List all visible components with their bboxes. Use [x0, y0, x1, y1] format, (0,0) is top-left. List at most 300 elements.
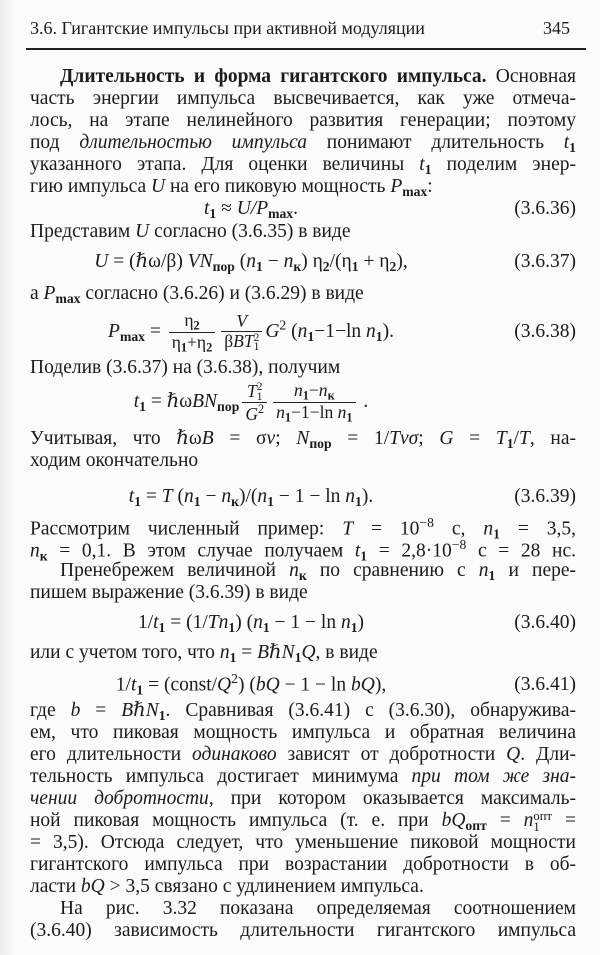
math-symbol: P	[43, 283, 56, 304]
subscript: 1	[180, 340, 188, 355]
text: понимают длительность	[307, 132, 564, 153]
text: часть энергии импульса высвечивается, как уже отмеча-	[30, 88, 576, 109]
equation	[30, 251, 576, 274]
text: −1−ln	[314, 320, 366, 342]
text-line	[30, 582, 576, 604]
math-symbol: bQ	[441, 810, 466, 831]
math-symbol: N	[296, 428, 310, 449]
subscript: 1	[158, 708, 166, 724]
text-line-content	[30, 110, 576, 132]
text: = 0,1. В этом случае получаем	[47, 540, 355, 562]
text-line	[30, 560, 576, 583]
math-symbol: BℏN	[257, 642, 295, 663]
fraction-denominator	[273, 403, 355, 424]
text: =	[80, 700, 122, 721]
text-line-content	[30, 88, 576, 110]
text-line	[30, 744, 576, 766]
fraction	[169, 311, 216, 354]
text: −	[262, 251, 284, 272]
subscript: 1	[136, 682, 144, 698]
text-line-content	[60, 898, 576, 920]
math-symbol: bQ	[350, 674, 375, 696]
running-header-title: 3.6. Гигантские импульсы при активной модуляции	[30, 18, 425, 38]
math-symbol: t	[153, 612, 159, 633]
equation-number: (3.6.41)	[514, 673, 576, 695]
text: 1/	[137, 612, 154, 633]
text: =	[552, 810, 576, 831]
text-line-content	[30, 357, 340, 379]
text: лось, на этапе нелинейного развития генерации; поэтому	[30, 110, 576, 131]
text: и пере-	[495, 560, 576, 581]
text-line	[30, 154, 576, 177]
text: > 3,5 связано с удлинением импульса.	[104, 876, 424, 897]
text-line-content	[30, 744, 576, 766]
math-symbol: n	[366, 320, 376, 342]
italic-text: при том же зна-	[411, 766, 576, 787]
math-symbol: T	[518, 428, 530, 449]
text: 1/	[115, 674, 131, 696]
math-symbol: n	[318, 380, 328, 400]
fraction-denominator	[169, 333, 216, 354]
math-symbol: n	[294, 380, 303, 400]
fraction-numerator	[273, 381, 355, 403]
subscript: 1	[256, 390, 263, 403]
equation	[30, 198, 576, 221]
math-symbol: n	[523, 810, 534, 831]
subscript: 2	[322, 259, 330, 275]
equation-body	[204, 198, 298, 221]
text-line	[30, 810, 576, 833]
subscript: 1	[346, 410, 353, 425]
text: ходим окончательно	[30, 450, 199, 471]
text: по сравнению с	[306, 560, 479, 581]
text-line	[30, 176, 576, 199]
text: =	[486, 810, 524, 831]
equation-body	[94, 251, 407, 274]
text: ) (	[235, 612, 254, 633]
subscript: 1	[493, 526, 500, 542]
text: = 10	[353, 518, 420, 540]
text: ≈	[216, 198, 237, 219]
equation-body	[138, 612, 364, 635]
text: Учитывая, что ℏω	[30, 428, 202, 449]
text-line-content	[30, 766, 576, 788]
subscript: 1	[351, 259, 359, 275]
math-symbol: n	[184, 486, 194, 507]
fraction	[242, 382, 267, 424]
text-line	[30, 854, 576, 876]
subscript: 1	[569, 140, 576, 156]
math-symbol: BℏN	[121, 700, 159, 721]
bold-text: Длительность и форма гигантского импульса.	[60, 66, 487, 87]
subscript: 1	[350, 620, 358, 636]
math-symbol: T	[342, 518, 354, 540]
text-line-content	[30, 788, 576, 810]
equation-area	[30, 251, 492, 274]
text: − 1 − ln	[273, 486, 346, 507]
equation-body	[108, 311, 394, 354]
text: . Дли-	[520, 744, 577, 765]
text: /(η	[329, 251, 352, 272]
text-line-content	[30, 450, 198, 472]
text: Представим	[30, 221, 136, 242]
page-number: 345	[543, 18, 570, 38]
text: поделим энер-	[431, 154, 576, 175]
math-symbol: n	[340, 612, 351, 633]
text: .	[358, 390, 369, 412]
text: Пренебрежем величиной	[60, 560, 290, 581]
equation-area	[30, 486, 492, 509]
math-symbol: n	[345, 486, 355, 507]
italic-text: длительностью импульса	[79, 132, 308, 153]
subscript: к	[327, 388, 335, 403]
text-line-content	[30, 283, 364, 306]
subscript: 1	[488, 568, 496, 584]
subscript: пор	[309, 436, 332, 452]
text: = 1/	[331, 428, 390, 449]
equation	[30, 381, 576, 424]
text-line	[30, 357, 576, 379]
text: = 3,5,	[499, 518, 577, 540]
text-line	[30, 876, 576, 898]
subscript: опт	[465, 818, 487, 834]
math-symbol: n	[276, 401, 285, 422]
text: η	[171, 331, 181, 352]
text: ;	[418, 428, 440, 449]
equation	[30, 612, 576, 635]
text-line	[30, 450, 576, 472]
text-line-content	[30, 722, 576, 744]
text-line-content	[30, 810, 576, 833]
subscript: 2	[389, 259, 397, 275]
text: :	[427, 176, 433, 197]
text-line-content	[30, 700, 576, 723]
subscript: 1	[424, 162, 432, 178]
equation-area	[30, 381, 492, 424]
text: (3.6.40) зависимость длительности гигантского импульса	[30, 920, 576, 941]
equation-area	[30, 311, 492, 354]
equation-number: (3.6.37)	[514, 251, 576, 273]
fraction-numerator	[221, 312, 262, 332]
text: зависят от добротности	[276, 744, 507, 765]
italic-text: одинаково	[191, 744, 277, 765]
text: с,	[433, 518, 484, 540]
text-line	[30, 766, 576, 788]
text-line-content	[60, 66, 576, 88]
subscript: 1	[229, 650, 237, 666]
subscript: 1	[360, 548, 368, 564]
text-line	[30, 66, 576, 88]
text-line	[30, 221, 576, 243]
text: указанного этапа. Для оценки величины	[30, 154, 420, 175]
subscript: 1	[228, 620, 236, 636]
subscript: 1	[139, 399, 146, 415]
subscript: пор	[212, 259, 235, 275]
text-line	[30, 898, 576, 920]
math-symbol: U	[151, 176, 166, 197]
text-line-content	[30, 428, 576, 451]
fraction	[273, 381, 355, 424]
text: )	[357, 612, 365, 633]
text: −	[308, 380, 319, 400]
equation	[30, 311, 576, 354]
text-line-content	[30, 920, 576, 942]
math-symbol: VN	[187, 251, 213, 272]
equation-body	[134, 381, 369, 424]
equation-number: (3.6.40)	[514, 612, 576, 634]
superscript-subscript	[254, 334, 260, 352]
text: +η	[187, 331, 207, 352]
text-line-content	[30, 854, 576, 876]
text: − 1 − ln	[279, 674, 351, 696]
text: = ℏω	[145, 390, 193, 412]
math-symbol: G	[245, 403, 258, 424]
math-symbol: P	[108, 320, 120, 342]
text-line	[30, 88, 576, 110]
math-symbol: BN	[192, 390, 218, 412]
subscript: 1	[256, 259, 263, 275]
text: −1−ln	[291, 401, 338, 422]
math-symbol: n	[221, 486, 232, 507]
text: )/(	[238, 486, 258, 507]
text: с = 28 нс.	[466, 540, 576, 562]
math-symbol: t	[128, 486, 135, 507]
math-symbol: n	[283, 251, 294, 272]
math-symbol: T	[161, 486, 173, 507]
text: ).	[382, 320, 394, 342]
text-line-content	[30, 832, 576, 854]
text-line-content	[30, 582, 308, 604]
equation	[30, 672, 576, 697]
superscript-subscript	[257, 383, 263, 401]
text: , в виде	[315, 642, 378, 663]
math-symbol: U	[135, 221, 150, 242]
subscript: 1	[375, 329, 383, 345]
text: η	[184, 310, 194, 330]
math-symbol: n	[289, 560, 299, 581]
text: тельность импульса достигает минимума	[30, 766, 412, 787]
math-symbol: bQ	[80, 876, 105, 897]
text-line	[30, 832, 576, 854]
math-symbol: n	[219, 642, 230, 663]
text: =	[236, 642, 258, 663]
text: (	[286, 320, 298, 342]
math-symbol: n	[257, 486, 268, 507]
subscript: 2	[206, 340, 213, 355]
subscript: max	[268, 206, 294, 222]
text: ),	[374, 674, 387, 696]
text: . Сравнивая (3.6.41) с (3.6.30), обнаружива-	[165, 700, 576, 721]
text: = (1/	[165, 612, 208, 633]
subscript: 1	[134, 494, 142, 510]
superscript: 2	[258, 401, 265, 416]
text: + η	[358, 251, 390, 272]
text: , на-	[529, 428, 576, 449]
text: ).	[361, 486, 374, 507]
subscript: 1	[253, 341, 260, 354]
text: (	[172, 486, 185, 507]
math-symbol: G	[439, 428, 454, 449]
text-line	[30, 642, 576, 665]
text: на его пиковую мощность	[165, 176, 391, 197]
math-symbol: U/P	[236, 198, 269, 219]
equation-body	[129, 486, 373, 509]
math-symbol: n	[478, 560, 489, 581]
equation-area	[30, 612, 492, 635]
text: β	[224, 331, 234, 352]
header-rule	[26, 48, 586, 50]
subscript: 1	[506, 436, 514, 452]
math-symbol: Q	[217, 674, 232, 696]
text: согласно (3.6.35) в виде	[149, 221, 351, 242]
equation-body	[116, 672, 386, 697]
math-symbol: P	[390, 176, 403, 197]
subscript: max	[119, 329, 145, 345]
subscript: к	[298, 568, 307, 584]
subscript: 1	[158, 620, 166, 636]
text-line-content	[30, 221, 351, 243]
subscript: 1	[355, 494, 362, 510]
text: = σ	[213, 428, 267, 449]
math-symbol: t	[354, 540, 361, 562]
equation-number: (3.6.39)	[514, 486, 576, 508]
math-symbol: n	[483, 518, 494, 540]
text: −	[200, 486, 222, 507]
math-symbol: Q	[506, 744, 521, 765]
text: , при котором оказывается максималь-	[208, 788, 576, 809]
fraction-denominator	[242, 403, 267, 424]
subscript: 1	[533, 819, 540, 834]
text: = 3,5). Отсюда следует, что уменьшение пиковой мощности	[30, 832, 576, 853]
math-symbol: n	[253, 612, 263, 633]
math-symbol: T	[247, 380, 257, 401]
text-line	[30, 428, 576, 451]
superscript: −8	[451, 537, 467, 552]
text: ной пиковая мощность импульса (т. е. при	[30, 810, 442, 831]
math-symbol: n	[30, 540, 40, 562]
text: /	[513, 428, 519, 449]
math-symbol: n	[297, 320, 308, 342]
math-symbol: b	[70, 700, 81, 721]
fraction-numerator	[169, 311, 216, 333]
math-symbol: t	[563, 132, 570, 153]
subscript: 2	[193, 318, 200, 333]
superscript: −8	[419, 515, 434, 530]
subscript: пор	[217, 399, 240, 415]
text: под	[30, 132, 80, 153]
text: ) (	[237, 674, 256, 696]
text-line	[30, 110, 576, 132]
text: .	[293, 198, 298, 219]
math-symbol: t	[203, 198, 210, 219]
subscript: 1	[193, 494, 201, 510]
text-line	[30, 722, 576, 744]
text-line-content	[30, 132, 576, 155]
text: где	[30, 700, 71, 721]
subscript: 1	[262, 620, 270, 636]
text: ;	[275, 428, 297, 449]
text: = (const/	[143, 674, 218, 696]
running-header	[30, 18, 570, 39]
text-line-content	[60, 560, 576, 583]
text-line-content	[30, 154, 576, 177]
subscript: 1	[294, 650, 302, 666]
text: − 1 − ln	[269, 612, 341, 633]
equation-number: (3.6.36)	[514, 198, 576, 220]
equation-area	[30, 672, 492, 697]
equation-area	[30, 198, 492, 221]
text: Поделив (3.6.37) на (3.6.38), получим	[30, 357, 341, 378]
text: =	[453, 428, 496, 449]
equation	[30, 486, 576, 509]
superscript-subscript	[533, 809, 553, 834]
subscript: max	[55, 291, 81, 307]
text-line	[30, 132, 576, 155]
math-symbol: t	[130, 674, 137, 696]
text-line	[30, 283, 576, 306]
math-symbol: G	[265, 320, 280, 342]
text: ),	[396, 251, 408, 272]
superscript: 2	[231, 671, 238, 686]
text-line	[30, 920, 576, 942]
math-symbol: U	[94, 251, 109, 272]
subscript: к	[231, 494, 239, 510]
math-symbol: bQ	[255, 674, 280, 696]
subscript: 1	[307, 329, 315, 345]
subscript: к	[39, 548, 48, 564]
math-symbol: BT	[233, 331, 254, 352]
fraction	[221, 312, 262, 352]
text: гигантского импульса при возрастании добротности в об-	[30, 854, 576, 875]
text: На рис. 3.32 показана определяемая соотношением	[60, 898, 576, 919]
text: (	[234, 251, 247, 272]
math-symbol: Q	[301, 642, 316, 663]
text: Рассмотрим численный пример:	[30, 518, 343, 540]
math-symbol: t	[419, 154, 425, 175]
text: =	[144, 320, 166, 342]
subscript: 1	[302, 388, 309, 403]
italic-text: чении добротности	[30, 788, 209, 809]
text-line	[30, 700, 576, 723]
subscript: 1	[284, 410, 292, 425]
text: гию импульса	[30, 176, 152, 197]
superscript: опт	[533, 809, 553, 824]
fraction-denominator	[221, 332, 262, 352]
text: = 2,8·10	[367, 540, 452, 562]
superscript: 2	[253, 332, 260, 345]
text-line	[30, 788, 576, 810]
math-symbol: Tvσ	[389, 428, 419, 449]
equation-number: (3.6.38)	[514, 321, 576, 343]
subscript: max	[402, 184, 428, 200]
text: его длительности	[30, 744, 192, 765]
math-symbol: t	[133, 390, 140, 412]
math-symbol: B	[201, 428, 214, 449]
math-symbol: V	[236, 311, 248, 332]
fraction-numerator	[242, 382, 267, 403]
text: а	[30, 283, 44, 304]
text: Основная	[486, 66, 576, 87]
text: ласти	[30, 876, 81, 897]
subscript: 1	[209, 206, 217, 222]
text: ) η	[301, 251, 323, 272]
text-line-content	[30, 642, 378, 665]
text: ем, что пиковая мощность импульса и обратная величина	[30, 722, 576, 743]
math-symbol: T	[495, 428, 507, 449]
text: или с учетом того, что	[30, 642, 220, 663]
page-edge-shadow	[0, 0, 14, 955]
math-symbol: v	[266, 428, 276, 449]
